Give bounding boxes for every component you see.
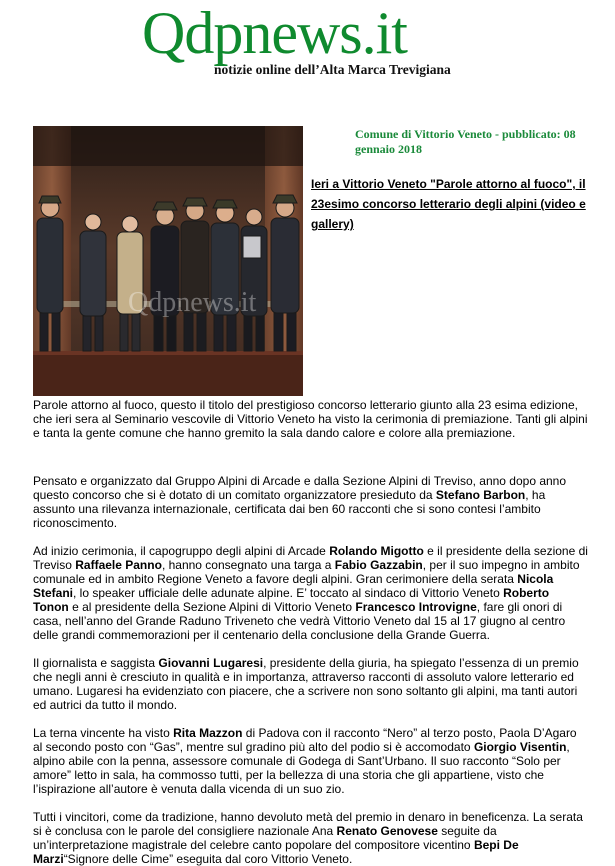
- name-highlight: Nicola Stefani: [33, 572, 554, 600]
- text-run: , hanno consegnato una targa a: [161, 558, 335, 572]
- paragraph-2: [33, 474, 588, 530]
- text-run: e al presidente della Sezione Alpini di Vittorio Veneto: [68, 600, 356, 614]
- text-run: Il giornalista e saggista: [33, 656, 159, 670]
- paragraph-4: [33, 656, 588, 712]
- name-highlight: Francesco Introvigne: [355, 600, 477, 614]
- name-highlight: Roberto Tonon: [33, 586, 550, 614]
- site-logo[interactable]: Qdpnews.it: [142, 0, 407, 66]
- name-highlight: Giovanni Lugaresi: [158, 656, 264, 670]
- paragraph-1: Parole attorno al fuoco, questo il titolo del prestigioso concorso letterario giunto alla 23 esima edizione, che ieri sera al Seminario vescovile di Vittorio Veneto ha visto la cerimonia di premiazione. Tanti gli alpini e tanta la gente comune che hanno gremito la sala dando calore e colore alla premiazione.: [33, 398, 588, 440]
- publication-info: Comune di Vittorio Veneto - pubblicato: 08 gennaio 2018: [355, 127, 576, 156]
- name-highlight: Raffaele Panno: [75, 558, 162, 572]
- name-highlight: Fabio Gazzabin: [334, 558, 423, 572]
- tagline-region: Alta Marca Trevigiana: [319, 62, 451, 77]
- text-run: Ad inizio cerimonia, il capogruppo degli alpini di Arcade: [33, 544, 330, 558]
- text-run: , fare gli onori di casa, nell’anno del Grande Raduno Triveneto che vedrà Vittorio Veneto dal 15 al 17 giugno al centro delle grandi commemorazioni per il centenario della conclusione della Grande Guerra.: [33, 600, 566, 642]
- article-photo[interactable]: [33, 126, 303, 396]
- paragraph-6: [33, 810, 588, 866]
- text-run: Pensato e organizzato dal Gruppo Alpini di Arcade e dalla Sezione Alpini di Treviso, anno dopo anno questo concorso che si è dotato di un comitato organizzatore presieduto da: [33, 474, 567, 502]
- text-run: , alpino abile con la penna, assessore comunale di Godega di Sant’Urbano. Il suo racconto “Solo per amore” letto in sala, ha commosso tutti, per la bellezza di una storia che gli appartiene, visto che l’ispirazione all’autore è venuta dalla vicenda di un suo zio.: [33, 740, 570, 796]
- text-run: di Padova con il racconto “Nero” al terzo posto, Paola D’Agaro al secondo posto con “Gas”, mentre sul gradino più alto del podio si è accomodato: [33, 726, 577, 754]
- text-run: , lo speaker ufficiale delle adunate alpine. E’ toccato al sindaco di Vittorio Veneto: [73, 586, 504, 600]
- text-run: La terna vincente ha visto: [33, 726, 174, 740]
- text-run: seguite da un’interpretazione magistrale del celebre canto popolare del compositore vicentino: [33, 824, 497, 852]
- text-run: “Signore delle Cime” eseguita dal coro Vittorio Veneto.: [63, 852, 353, 866]
- masthead: [0, 0, 615, 90]
- paragraph-5: [33, 726, 588, 796]
- text-run: , per il suo impegno in ambito comunale ed in ambito Regione Veneto a favore degli alpini. Gran cerimoniere della serata: [33, 558, 580, 586]
- ceremony-photo-image: [33, 126, 303, 396]
- text-run: , presidente della giuria, ha spiegato l’essenza di un premio che negli anni è cresciuto in qualità e in importanza, attraverso racconti di assoluto valore letterario ed umano. Lugaresi ha evidenziato con piacere, che a scrivere non sono soltanto gli alpini, ma tanti autori ed autrici da tutto il mondo.: [33, 656, 579, 712]
- name-highlight: Bepi De Marzi: [33, 838, 519, 866]
- article-headline[interactable]: Ieri a Vittorio Veneto "Parole attorno al fuoco", il 23esimo concorso letterario degli alpini (video e gallery): [311, 177, 586, 231]
- text-run: e il presidente della sezione di Treviso: [33, 544, 588, 572]
- name-highlight: Rolando Migotto: [329, 544, 424, 558]
- article-body: [33, 398, 588, 866]
- paragraph-3: [33, 544, 588, 642]
- name-highlight: Renato Genovese: [336, 824, 438, 838]
- text-run: Tutti i vincitori, come da tradizione, hanno devoluto metà del premio in denaro in beneficenza. La serata si è conclusa con le parole del consigliere nazionale Ana: [33, 810, 583, 838]
- name-highlight: Giorgio Visentin: [473, 740, 567, 754]
- photo-watermark: Qdpnews.it: [128, 287, 257, 318]
- text-run: , ha assunto una rilevanza internazionale, certificata dai ben 60 racconti che si sono contesi l’ambito riconoscimento.: [33, 488, 546, 530]
- name-highlight: Rita Mazzon: [173, 726, 243, 740]
- site-tagline: [214, 62, 451, 78]
- tagline-prefix: notizie online dell’: [214, 62, 320, 77]
- name-highlight: Stefano Barbon: [435, 488, 526, 502]
